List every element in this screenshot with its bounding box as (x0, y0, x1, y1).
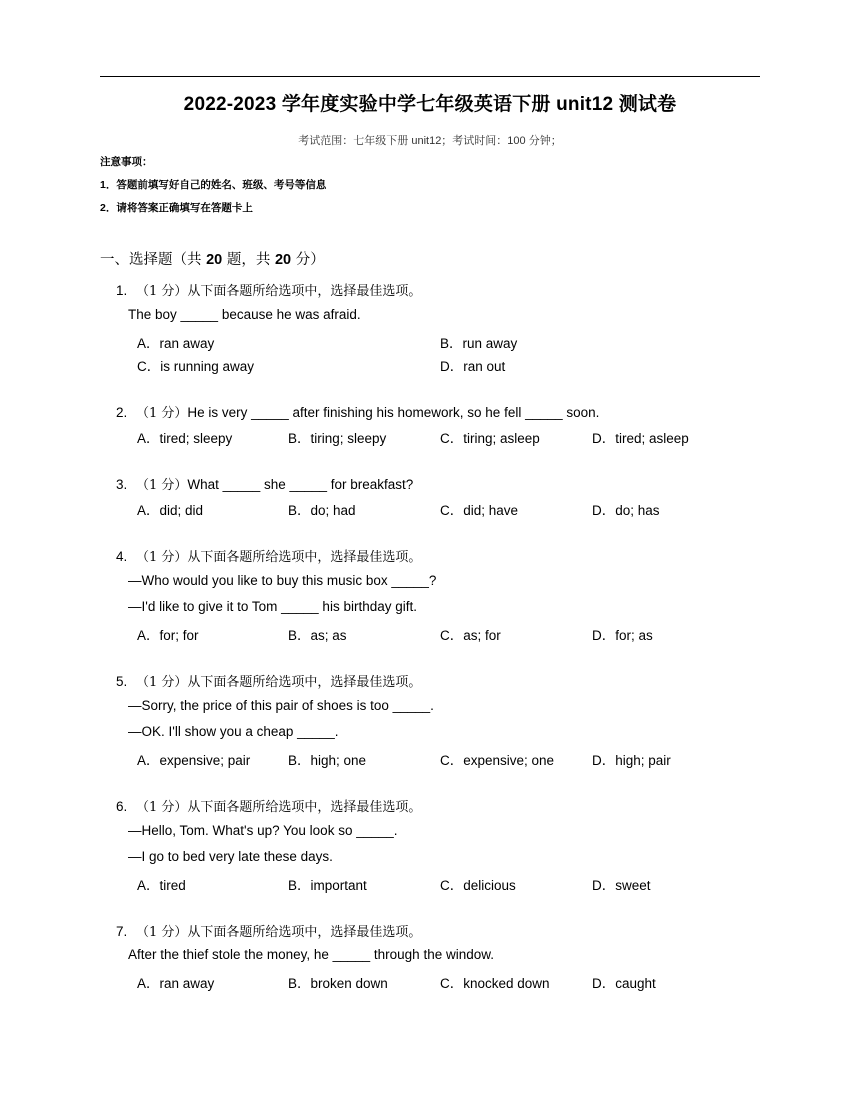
option-b[interactable]: B．important (288, 878, 367, 893)
option-b[interactable]: B．high; one (288, 753, 367, 768)
question-line: —Sorry, the price of this pair of shoes is too _____. (128, 698, 434, 713)
question-line: —I go to bed very late these days. (128, 849, 333, 864)
section-heading: 一、选择题（共 20 题，共 20 分） (100, 252, 325, 268)
option-d[interactable]: D．ran out (440, 359, 506, 374)
question-head: 2. （1 分）He is very _____ after finishing his homework, so he fell _____ soon. (116, 405, 600, 421)
option-a[interactable]: A．did; did (137, 503, 204, 518)
header-rule (100, 76, 760, 77)
exam-info: 考试范围：七年级下册 unit12；考试时间：100 分钟； (298, 135, 562, 147)
option-c[interactable]: C．tiring; asleep (440, 431, 540, 446)
question-head: 1. （1 分）从下面各题所给选项中，选择最佳选项。 (116, 283, 422, 299)
option-d[interactable]: D．for; as (592, 628, 653, 643)
option-c[interactable]: C．did; have (440, 503, 519, 518)
option-a[interactable]: A．tired (137, 878, 186, 893)
question-head: 3. （1 分）What _____ she _____ for breakfast? (116, 477, 414, 493)
question-line: The boy _____ because he was afraid. (128, 307, 361, 322)
question-line: After the thief stole the money, he _____ through the window. (128, 947, 494, 962)
option-d[interactable]: D．tired; asleep (592, 431, 689, 446)
note-2: 2．请将答案正确填写在答题卡上 (100, 202, 253, 214)
option-a[interactable]: A．expensive; pair (137, 753, 251, 768)
option-a[interactable]: A．ran away (137, 336, 215, 351)
option-b[interactable]: B．as; as (288, 628, 347, 643)
question-line: —OK. I'll show you a cheap _____. (128, 724, 339, 739)
option-a[interactable]: A．for; for (137, 628, 199, 643)
question-head: 5. （1 分）从下面各题所给选项中，选择最佳选项。 (116, 674, 422, 690)
option-b[interactable]: B．do; had (288, 503, 356, 518)
option-d[interactable]: D．sweet (592, 878, 651, 893)
option-c[interactable]: C．delicious (440, 878, 516, 893)
page-title: 2022-2023 学年度实验中学七年级英语下册 unit12 测试卷 (183, 94, 677, 115)
question-line: —Hello, Tom. What's up? You look so _____. (128, 823, 398, 838)
question-line: —I'd like to give it to Tom _____ his birthday gift. (128, 599, 417, 614)
option-d[interactable]: D．caught (592, 976, 656, 991)
option-a[interactable]: A．ran away (137, 976, 215, 991)
question-line: —Who would you like to buy this music box _____? (128, 573, 437, 588)
question-head: 6. （1 分）从下面各题所给选项中，选择最佳选项。 (116, 799, 422, 815)
question-head: 4. （1 分）从下面各题所给选项中，选择最佳选项。 (116, 549, 422, 565)
note-1: 1．答题前填写好自己的姓名、班级、考号等信息 (100, 179, 327, 191)
option-c[interactable]: C．expensive; one (440, 753, 555, 768)
option-c[interactable]: C．knocked down (440, 976, 550, 991)
option-c[interactable]: C．is running away (137, 359, 255, 374)
option-d[interactable]: D．do; has (592, 503, 660, 518)
option-d[interactable]: D．high; pair (592, 753, 671, 768)
option-a[interactable]: A．tired; sleepy (137, 431, 233, 446)
option-c[interactable]: C．as; for (440, 628, 501, 643)
question-head: 7. （1 分）从下面各题所给选项中，选择最佳选项。 (116, 924, 422, 940)
option-b[interactable]: B．broken down (288, 976, 388, 991)
option-b[interactable]: B．tiring; sleepy (288, 431, 387, 446)
option-b[interactable]: B．run away (440, 336, 518, 351)
notes-heading: 注意事项： (100, 156, 153, 168)
